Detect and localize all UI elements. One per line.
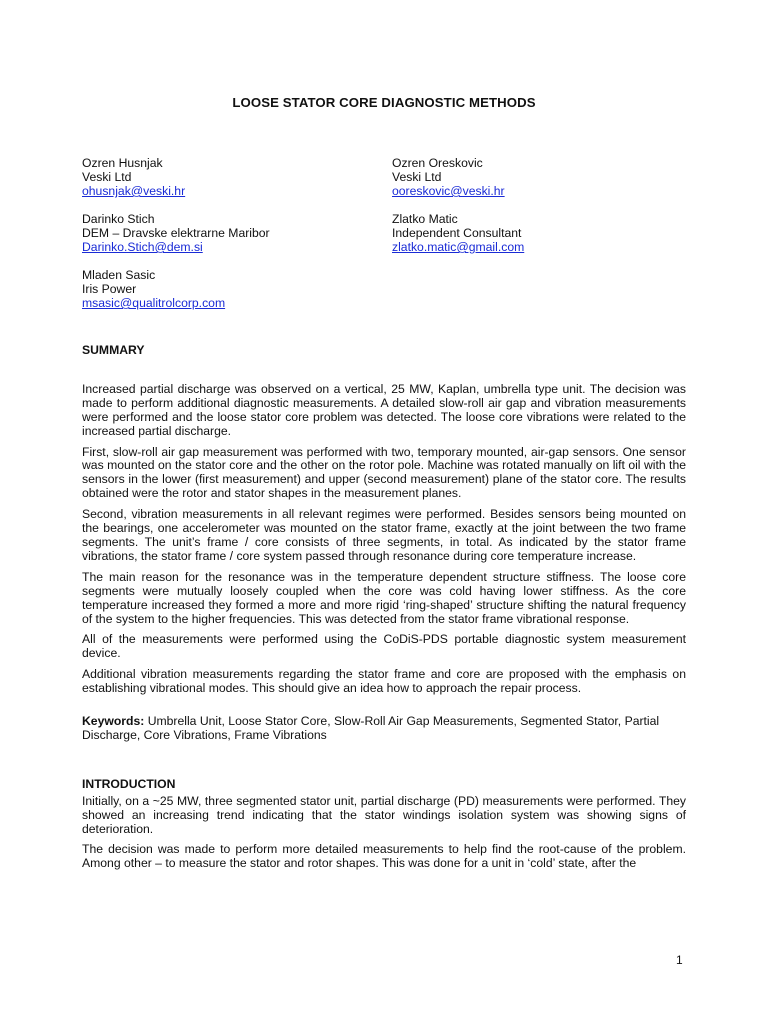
author-affiliation: Veski Ltd: [392, 170, 442, 184]
author-affiliation: Iris Power: [82, 282, 137, 296]
author-name: Ozren Husnjak: [82, 156, 163, 170]
author-affiliation: Independent Consultant: [392, 226, 522, 240]
author-affiliation: DEM – Dravske elektrarne Maribor: [82, 226, 270, 240]
paper-title: LOOSE STATOR CORE DIAGNOSTIC METHODS: [232, 95, 536, 110]
author-sasic: [82, 268, 454, 310]
author-affiliation: Veski Ltd: [82, 170, 132, 184]
author-email-link[interactable]: ohusnjak@veski.hr: [82, 184, 186, 198]
author-name: Zlatko Matic: [392, 212, 458, 226]
summary-paragraph: First, slow-roll air gap measurement was performed with two, temporary mounted, air-gap sensors. One sensor was mounted on the stator core and the other on the rotor pole. Machine was rotated manually on lift oil with the sensors in the lower (first measurement) and upper (second measurement) plane of the stator core. The results obtained were the rotor and stator shapes in the measurement planes.: [82, 444, 686, 501]
author-name: Mladen Sasic: [82, 268, 156, 282]
author-stich: [82, 212, 392, 254]
summary-paragraph: The main reason for the resonance was in the temperature dependent structure stiffness. The loose core segments were mutually loosely coupled when the core was cold having lower stiffness. As the core temperature increased they formed a more and more rigid ‘ring-shaped’ structure shifting the natural frequency of the system to the higher frequencies. This was detected from the stator frame vibrational response.: [82, 569, 686, 626]
keywords-text: Umbrella Unit, Loose Stator Core, Slow-Roll Air Gap Measurements, Segmented Stator, Partial Discharge, Core Vibrations, Frame Vibrations: [82, 714, 660, 742]
author-matic: [392, 212, 702, 254]
summary-heading: SUMMARY: [82, 343, 145, 357]
introduction-paragraph: Initially, on a ~25 MW, three segmented stator unit, partial discharge (PD) measurements were performed. They showed an increasing trend indicating that the stator windings isolation system was showing signs of deterioration.: [82, 793, 686, 836]
summary-paragraph: All of the measurements were performed using the CoDiS-PDS portable diagnostic system measurement device.: [82, 632, 686, 661]
summary-paragraph: Increased partial discharge was observed on a vertical, 25 MW, Kaplan, umbrella type unit. The decision was made to perform additional diagnostic measurements. A detailed slow-roll air gap and vibration measurements were performed and the loose stator core problem was detected. The loose core vibrations were related to the increased partial discharge.: [82, 381, 686, 438]
page-number: 1: [676, 953, 683, 967]
summary-paragraph: Second, vibration measurements in all relevant regimes were performed. Besides sensors being mounted on the bearings, one accelerometer was mounted on the stator frame, exactly at the joint between the two frame segments. The unit’s frame / core consists of three segments, in total. As indicated by the stator frame vibrations, the stator frame / core system passed through resonance during core temperature increase.: [82, 507, 686, 563]
introduction-paragraph: The decision was made to perform more detailed measurements to help find the root-cause of the problem. Among other – to measure the stator and rotor shapes. This was done for a unit in ‘cold’ state, after the: [82, 842, 686, 871]
author-row: [82, 212, 702, 254]
summary-paragraph: Additional vibration measurements regarding the stator frame and core are proposed with the emphasis on establishing vibrational modes. This should give an idea how to approach the repair process.: [82, 667, 686, 696]
keywords-line: [82, 715, 686, 743]
author-email-link[interactable]: Darinko.Stich@dem.si: [82, 240, 203, 254]
author-name: Darinko Stich: [82, 212, 155, 226]
author-email-link[interactable]: msasic@qualitrolcorp.com: [82, 296, 226, 310]
author-email-link[interactable]: zlatko.matic@gmail.com: [392, 240, 525, 254]
introduction-heading: INTRODUCTION: [82, 776, 176, 791]
author-email-link[interactable]: ooreskovic@veski.hr: [392, 184, 505, 198]
author-row: [82, 268, 702, 310]
author-row: [82, 156, 702, 198]
keywords-label: Keywords:: [82, 714, 145, 729]
author-name: Ozren Oreskovic: [392, 156, 483, 170]
author-block: [82, 156, 702, 324]
paper-body: [82, 344, 686, 878]
author-oreskovic: [392, 156, 702, 198]
author-husnjak: [82, 156, 392, 198]
